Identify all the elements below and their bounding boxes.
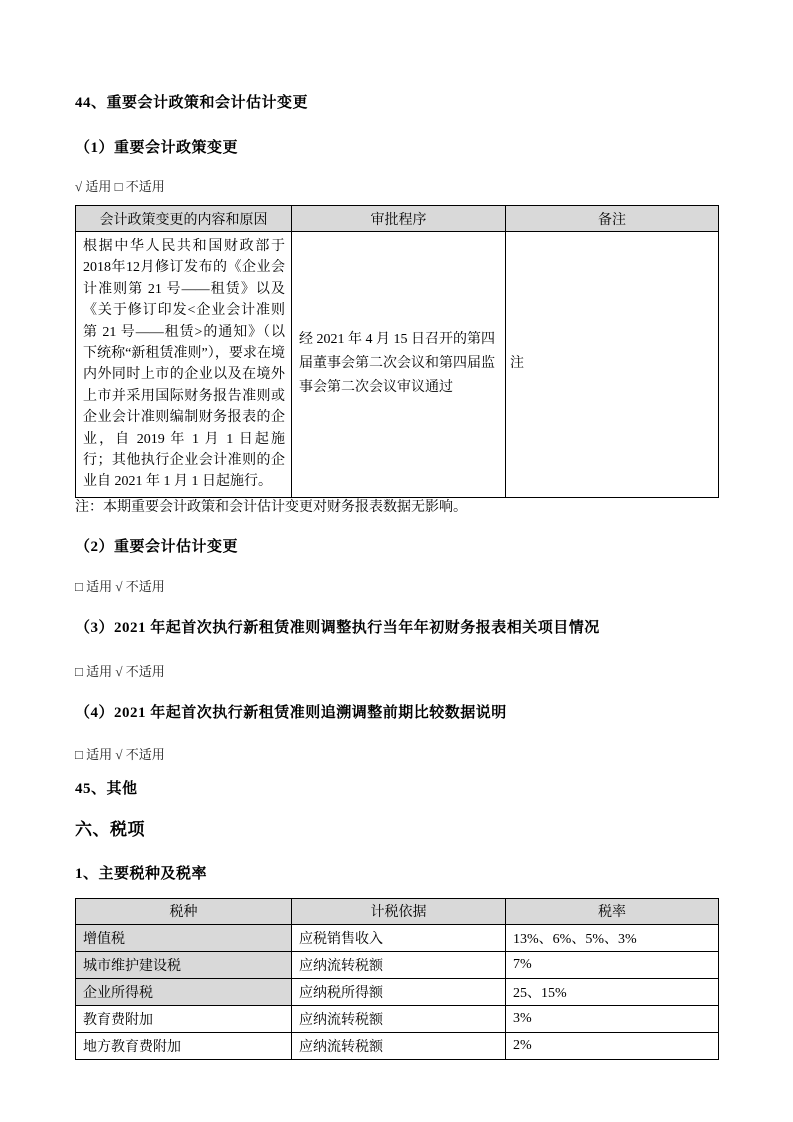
tax-name-cell: 教育费附加 — [76, 1005, 292, 1032]
section-44-heading: 44、重要会计政策和会计估计变更 — [75, 95, 309, 111]
section-44-4-heading: （4）2021 年起首次执行新租赁准则追溯调整前期比较数据说明 — [75, 704, 507, 721]
policy-change-table — [75, 205, 719, 498]
tax-rate-table — [75, 898, 719, 1060]
section-44-2-heading: （2）重要会计估计变更 — [75, 538, 239, 555]
policy-table-header-content: 会计政策变更的内容和原因 — [76, 206, 292, 232]
tax-rate-cell: 13%、6%、5%、3% — [506, 924, 719, 951]
policy-table-row — [76, 232, 719, 498]
tax-rate-cell: 2% — [506, 1032, 719, 1059]
tax-basis-cell: 应纳税所得额 — [292, 978, 506, 1005]
tax-rates-heading: 1、主要税种及税率 — [75, 865, 208, 882]
policy-table-header-approval: 审批程序 — [292, 206, 506, 232]
table-note: 注：本期重要会计政策和会计估计变更对财务报表数据无影响。 — [75, 499, 467, 515]
tax-table-header-tax: 税种 — [76, 898, 292, 924]
policy-table-header-row — [76, 206, 719, 232]
tax-table-row — [76, 924, 719, 951]
tax-basis-cell: 应纳流转税额 — [292, 951, 506, 978]
tax-rate-cell: 25、15% — [506, 978, 719, 1005]
tax-name-cell: 城市维护建设税 — [76, 951, 292, 978]
tax-name-cell: 地方教育费附加 — [76, 1032, 292, 1059]
tax-basis-cell: 应纳流转税额 — [292, 1032, 506, 1059]
policy-remark-cell: 注 — [506, 232, 719, 498]
policy-content-cell: 根据中华人民共和国财政部于2018年12月修订发布的《企业会计准则第 21 号——租赁》以及《关于修订印发<企业会计准则第 21 号——租赁>的通知》（以下统称“新租赁准则”），要求在境内外同时上市的企业以及在境外上市并采用国际财务报告准则或企业会计准则编制财务报表的企业，自 2019 年 1 月 1 日起施行；其他执行企业会计准则的企业自 2021 年 1 月 1 日起施行。 — [76, 232, 292, 498]
tax-name-cell: 企业所得税 — [76, 978, 292, 1005]
tax-table-row — [76, 978, 719, 1005]
section-44-1-heading: （1）重要会计政策变更 — [75, 140, 239, 156]
tax-rate-cell: 7% — [506, 951, 719, 978]
tax-basis-cell: 应税销售收入 — [292, 924, 506, 951]
tax-basis-cell: 应纳流转税额 — [292, 1005, 506, 1032]
applicability-line-2: □ 适用 √ 不适用 — [75, 578, 165, 594]
tax-name-cell: 增值税 — [76, 924, 292, 951]
tax-table-row — [76, 1005, 719, 1032]
tax-table-header-basis: 计税依据 — [292, 898, 506, 924]
tax-table-row — [76, 951, 719, 978]
section-44-3-heading: （3）2021 年起首次执行新租赁准则调整执行当年年初财务报表相关项目情况 — [75, 619, 600, 636]
applicability-line-4: □ 适用 √ 不适用 — [75, 746, 165, 762]
section-45-heading: 45、其他 — [75, 780, 138, 797]
tax-table-header-row — [76, 898, 719, 924]
applicability-line-1: √ 适用 □ 不适用 — [75, 179, 165, 194]
tax-rate-cell: 3% — [506, 1005, 719, 1032]
applicability-line-3: □ 适用 √ 不适用 — [75, 663, 165, 679]
tax-table-row — [76, 1032, 719, 1059]
policy-approval-cell: 经 2021 年 4 月 15 日召开的第四届董事会第二次会议和第四届监事会第二次会议审议通过 — [292, 232, 506, 498]
policy-table-header-remark: 备注 — [506, 206, 719, 232]
section-6-heading: 六、税项 — [75, 819, 145, 839]
tax-table-header-rate: 税率 — [506, 898, 719, 924]
